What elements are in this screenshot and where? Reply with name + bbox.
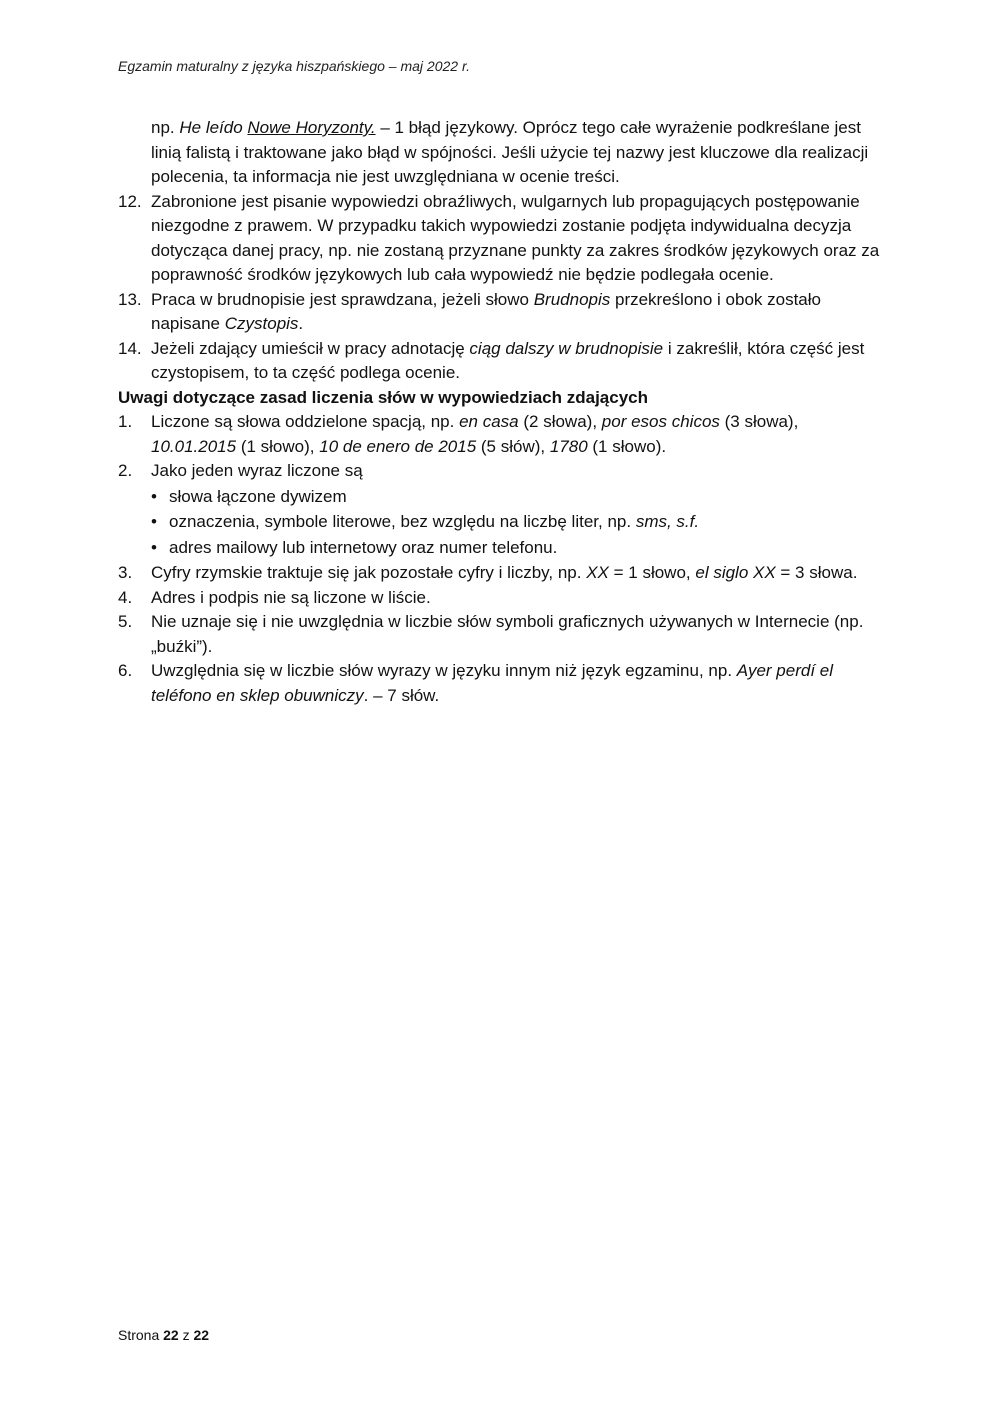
wr3-t2: = 1 słowo, [608,563,696,582]
footer-total-pages: 22 [193,1327,210,1343]
wr1-t1: Liczone są słowa oddzielone spacją, np. [151,412,460,431]
wr3-i1: XX [586,563,609,582]
page-header: Egzamin maturalny z języka hiszpańskiego – maj 2022 r. [118,58,470,74]
word-rule-5 [118,610,888,659]
word-rule-2-bullets [118,485,888,561]
rule-text [151,659,888,708]
list-item [151,536,888,561]
word-rule-4 [118,586,888,611]
bullet-icon: • [151,537,157,557]
cont-example-underlined: Nowe Horyzonty. [247,118,376,137]
rule-number: 14. [118,338,142,358]
rule-text: Nie uznaje się i nie uwzględnia w liczbie słów symboli graficznych używanych w Internecie (np. „buźki”). [151,612,864,656]
wr6-t1: Uwzględnia się w liczbie słów wyrazy w języku innym niż język egzaminu, np. [151,661,737,680]
rule-text: Adres i podpis nie są liczone w liście. [151,587,431,607]
rule-text [151,410,888,459]
rule-text [151,337,888,386]
rule-13-e: . [298,314,304,333]
word-rule-6 [118,659,888,708]
wr1-i4: 10 de enero de 2015 [319,436,477,456]
rule-number: 5. [118,612,133,631]
rule-14-c: i zakreślił, która część jest czystopisem, to ta część podlega ocenie. [151,338,865,382]
rule-number: 13. [118,289,142,309]
section-heading: Uwagi dotyczące zasad liczenia słów w wypowiedziach zdających [118,387,649,407]
list-item [151,485,888,510]
rule-13-a: Praca w brudnopisie jest sprawdzana, jeżeli słowo [151,289,534,309]
rule-number: 6. [118,661,133,680]
footer-page-number: 22 [163,1327,179,1343]
wr3-t1: Cyfry rzymskie traktuje się jak pozostałe cyfry i liczby, np. [151,563,587,582]
wr3-t3: = 3 słowa. [775,563,858,582]
page-footer [118,1327,209,1343]
rule-text [151,561,888,586]
rule-14 [118,337,888,386]
cont-prefix: np. [151,118,180,137]
word-rule-3 [118,561,888,586]
rule-14-b: ciąg dalszy w brudnopisie [469,338,664,358]
rule-12 [118,190,888,288]
page-content [118,116,888,708]
wr6-t2: . – 7 słów. [363,685,440,705]
rule-13-c: przekreślono i obok zostało napisane [151,289,821,333]
wr6-i1: Ayer perdí el teléfono en sklep obuwniczy [151,661,834,705]
rule-13-b: Brudnopis [533,289,611,309]
bullet-text-a: oznaczenia, symbole literowe, bez względu na liczbę liter, np. [169,512,636,531]
wr1-t3: (3 słowa), [719,412,799,431]
wr1-t4: (1 słowo), [236,436,320,456]
rule-text: Jako jeden wyraz liczone są [151,461,363,480]
rule-number: 12. [118,191,142,211]
rule-text [151,288,888,337]
bullet-icon: • [151,512,157,531]
bullet-text-b: sms, s.f. [635,512,700,531]
cont-example-italic: He leído [179,118,248,137]
bullet-text [169,510,699,535]
rule-number: 2. [118,461,133,480]
rule-13 [118,288,888,337]
wr1-i5: 1780 [549,436,588,456]
cont-rest: – 1 błąd językowy. Oprócz tego całe wyrażenie podkreślane jest linią falistą i traktowane jako błąd w spójności. Jeśli użycie tej nazwy jest kluczowe dla realizacji polecenia, ta informacja nie jest uwzględniana w ocenie treści. [151,118,869,186]
wr1-i2: por esos chicos [601,412,720,431]
wr1-t5: (5 słów), [476,436,550,456]
rule-13-d: Czystopis [224,314,299,333]
bullet-text: adres mailowy lub internetowy oraz numer telefonu. [169,537,558,557]
rule-number: 4. [118,587,133,607]
wr3-i2: el siglo XX [695,563,776,582]
rule-14-a: Jeżeli zdający umieścił w pracy adnotację [151,338,470,358]
word-rule-2 [118,459,888,484]
wr1-t6: (1 słowo). [587,436,667,456]
list-item [151,510,888,535]
rule-text: Zabronione jest pisanie wypowiedzi obraźliwych, wulgarnych lub propagujących postępowanie niezgodne z prawem. W przypadku takich wypowiedzi zostanie podjęta indywidualna decyzja dotycząca danej pracy, np. nie zostaną przyznane punkty za zakres środków językowych oraz za poprawność środków językowych lub cała wypowiedź nie będzie podlegała ocenie. [151,191,880,284]
wr1-i3: 10.01.2015 [151,436,237,456]
wr1-i1: en casa [459,412,519,431]
rule-number: 3. [118,563,133,582]
bullet-icon: • [151,486,157,506]
footer-label: Strona [118,1327,164,1343]
bullet-text: słowa łączone dywizem [169,486,347,506]
footer-separator: z [178,1327,194,1343]
continuation-paragraph [118,116,888,190]
rule-number: 1. [118,412,133,431]
word-rule-1 [118,410,888,459]
wr1-t2: (2 słowa), [518,412,602,431]
